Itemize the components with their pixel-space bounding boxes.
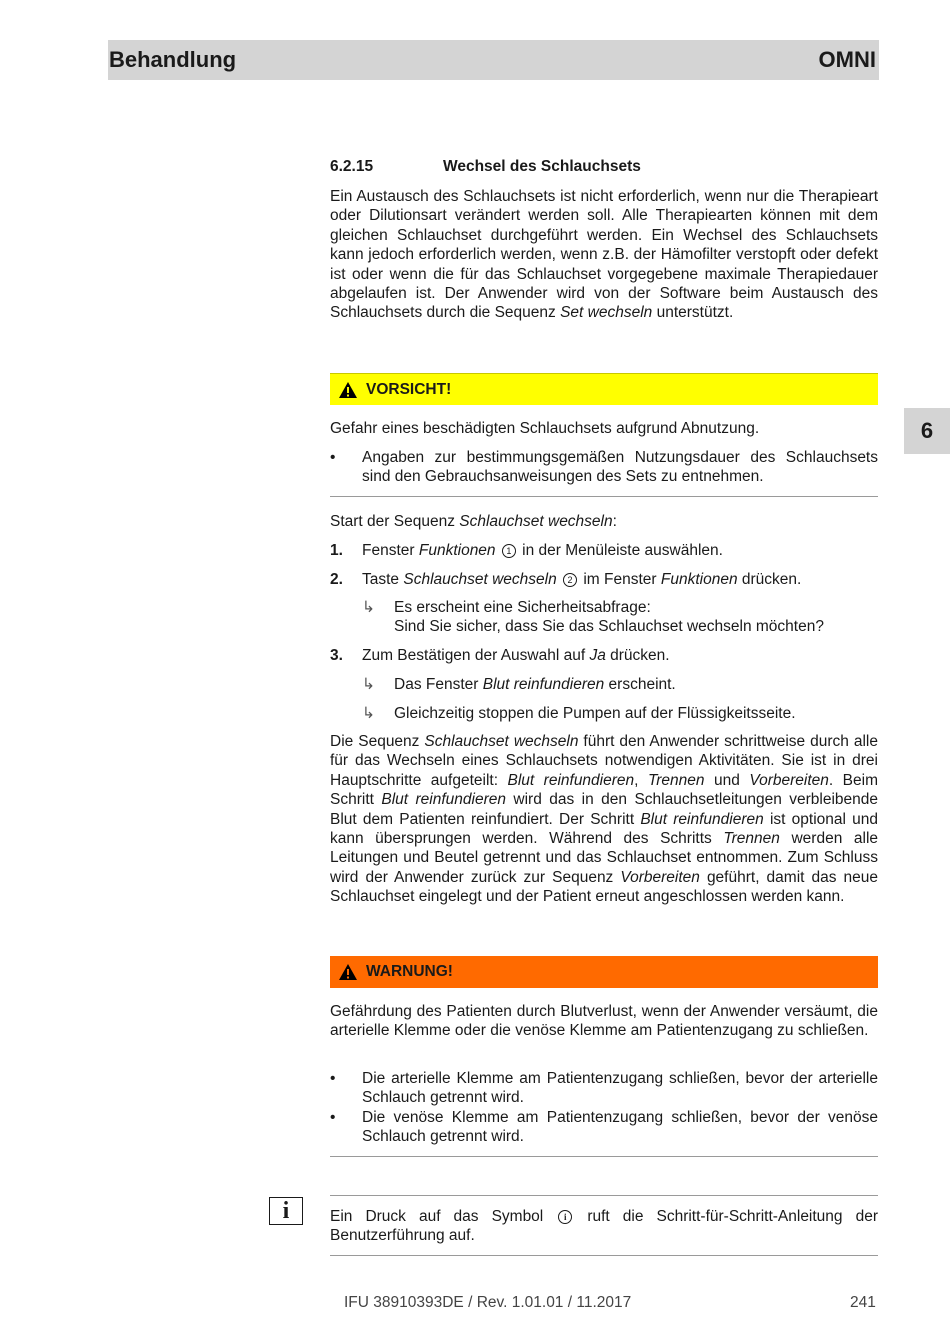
result-step-2: ↳ Es erscheint eine Sicherheitsabfrage: Sind Sie sicher, dass Sie das Schlauchset wechseln möchten?	[362, 599, 824, 636]
info-symbol-icon: i	[558, 1210, 572, 1224]
warning-text: Gefährdung des Patienten durch Blutverlust, wenn der Anwender versäumt, die arterielle Klemme oder die venöse Klemme am Patientenzugang zu schließen.	[330, 1003, 878, 1040]
section-number: 6.2.15	[330, 158, 374, 175]
header-product: OMNI	[818, 47, 876, 72]
result-step-3b: ↳ Gleichzeitig stoppen die Pumpen auf der Flüssigkeitsseite.	[362, 705, 796, 722]
page-header	[108, 40, 879, 80]
divider	[330, 1255, 878, 1256]
chapter-tab: 6	[904, 408, 950, 454]
result-arrow-icon: ↳	[362, 676, 375, 693]
section-heading	[330, 158, 878, 176]
divider	[330, 1156, 878, 1157]
divider	[330, 1195, 878, 1196]
bullet-icon: •	[330, 1070, 336, 1087]
step-1: 1. Fenster Funktionen 1 in der Menüleiste auswählen.	[330, 542, 723, 559]
result-arrow-icon: ↳	[362, 705, 375, 722]
circled-number-2: 2	[563, 573, 577, 587]
bullet-icon: •	[330, 1109, 336, 1126]
warning-bullet-1: • Die arterielle Klemme am Patientenzugang schließen, bevor der arterielle Schlauch getrennt wird.	[330, 1070, 878, 1107]
section-title: Wechsel des Schlauchsets	[443, 158, 641, 175]
info-icon: i	[269, 1197, 303, 1225]
result-arrow-icon: ↳	[362, 599, 375, 616]
step-2: 2. Taste Schlauchset wechseln 2 im Fenster Funktionen drücken.	[330, 571, 802, 588]
intro-paragraph: Ein Austausch des Schlauchsets ist nicht erforderlich, wenn nur die Therapieart oder Dilutionsart verändert werden soll. Alle Therapiearten können mit dem gleichen Schlauchset durchgeführt werden. Ein Wechsel des Schlauchsets kann jedoch erforderlich werden, wenn z.B. der Hämofilter verstopft oder defekt ist oder wenn die für das Schlauchset vorgegebene maximale Therapiedauer abgelaufen ist. Der Anwender wird von der Software beim Austausch des Schlauchsets durch die Sequenz Set wechseln unterstützt.	[330, 188, 878, 322]
caution-banner	[330, 373, 878, 405]
description-paragraph: Die Sequenz Schlauchset wechseln führt den Anwender schrittweise durch alle für das Wechseln eines Schlauchsets notwendigen Aktivitäten. Sie ist in drei Hauptschritte aufgeteilt: Blut reinfundieren, Trennen und Vorbereiten. Beim Schritt Blut reinfundieren wird das in den Schlauchsetleitungen verbleibende Blut dem Patienten reinfundiert. Der Schritt Blut reinfundieren ist optional und kann übersprungen werden. Während des Schritts Trennen werden alle Leitungen und Beutel getrennt und das Schlauchset entnommen. Zum Schluss wird der Anwender zurück zur Sequenz Vorbereiten geführt, damit das neue Schlauchset eingelegt und der Patient erneut angeschlossen werden kann.	[330, 733, 879, 906]
warning-bullet-2: • Die venöse Klemme am Patientenzugang schließen, bevor der venöse Schlauch getrennt wird.	[330, 1109, 878, 1146]
page-number: 241	[850, 1294, 876, 1311]
step-3: 3. Zum Bestätigen der Auswahl auf Ja drücken.	[330, 647, 670, 664]
warning-triangle-icon	[338, 381, 358, 399]
bullet-icon: •	[330, 449, 336, 466]
warning-triangle-icon	[338, 963, 358, 981]
warning-banner	[330, 956, 878, 988]
circled-number-1: 1	[502, 544, 516, 558]
caution-bullet: • Angaben zur bestimmungsgemäßen Nutzungsdauer des Schlauchsets sind den Gebrauchsanweisungen des Sets zu entnehmen.	[330, 449, 878, 486]
divider	[330, 496, 878, 497]
warning-label: WARNUNG!	[366, 963, 453, 980]
info-text: Ein Druck auf das Symbol i ruft die Schritt-für-Schritt-Anleitung der Benutzerführung auf.	[330, 1208, 878, 1245]
sequence-start: Start der Sequenz Schlauchset wechseln:	[330, 513, 617, 530]
header-title: Behandlung	[109, 47, 237, 72]
result-step-3a: ↳ Das Fenster Blut reinfundieren erscheint.	[362, 676, 676, 693]
caution-text: Gefahr eines beschädigten Schlauchsets aufgrund Abnutzung.	[330, 420, 760, 437]
footer-document-id: IFU 38910393DE / Rev. 1.01.01 / 11.2017	[344, 1294, 632, 1311]
caution-label: VORSICHT!	[366, 380, 452, 398]
